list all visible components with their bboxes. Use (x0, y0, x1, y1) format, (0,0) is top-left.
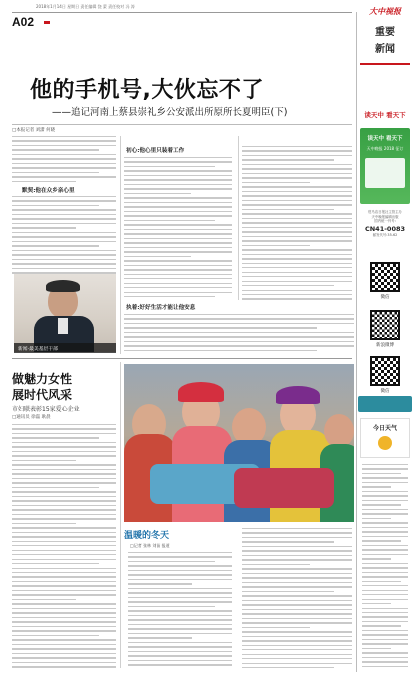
weather-block (360, 418, 410, 458)
children-photo (124, 364, 354, 522)
photo-story-body (128, 552, 232, 668)
headline-rule (12, 124, 352, 125)
section-title-2: 新闻 (375, 44, 395, 55)
second-subhead: 市妇联表彰15家爱心企业 (12, 406, 80, 413)
photo-caption-text: 新闻·最美基层干部 (18, 347, 58, 352)
sidebar-text (362, 464, 408, 668)
logo-block (360, 2, 410, 62)
edition-line: 2018年1月14日 星期日 责任编辑 饶 蒙 责任校对 冯 涛 (36, 4, 135, 9)
lead-body-col1b (12, 196, 116, 274)
section-title-1: 重要 (375, 27, 395, 38)
lead-body-col1 (12, 136, 116, 184)
promo-headline: 读天中 看天下 (367, 136, 403, 142)
issn-line: 国内统一刊号: (374, 219, 396, 224)
teal-banner (358, 396, 412, 412)
lead-body-col2b (124, 314, 354, 354)
lead-section-3: 默契:他在众乡亲心里 (22, 188, 75, 194)
sidebar-vertical-title: 读天中 看天下 (364, 111, 406, 119)
lead-byline: □本报记者 刘潇 何晓 (12, 128, 56, 133)
lead-headline: 他的手机号,大伙忘不了 (30, 78, 264, 103)
lead-body-col2 (124, 157, 232, 297)
lead-body-col3 (242, 146, 352, 300)
second-body (12, 424, 116, 670)
qr-label-3: 微信 (380, 389, 390, 394)
sidebar-red-rule (360, 63, 410, 65)
qr-code-3[interactable] (370, 356, 400, 386)
sidebar-promo (360, 128, 410, 204)
paper-logo: 大中视报 (369, 7, 401, 16)
qr-label-2: 新浪微博 (376, 343, 394, 348)
photo-story-byline: □记者 张林 刘苗 报道 (130, 543, 170, 548)
contact-line-2: 天中晚报编辑出版 (371, 214, 399, 219)
issn-code: CN41-0083 (364, 224, 406, 233)
weather-label: 今日天气 (372, 425, 397, 432)
sidebar-contact (360, 210, 410, 237)
second-headline-1: 做魅力女性 (12, 372, 73, 386)
qr-code-2[interactable] (370, 310, 400, 340)
lead-section-2: 执着:好好生活才能让他安息 (126, 305, 196, 311)
second-byline: □通讯员 徐磊 耿晨 (12, 415, 51, 420)
col-divider-1 (120, 136, 121, 354)
contact-line-1: 驻马店日报社主管主办 (368, 210, 402, 214)
sidebar-divider (356, 12, 357, 672)
lead-section-1: 初心:他心里只装着工作 (126, 148, 185, 154)
second-headline-2: 展时代风采 (12, 388, 73, 402)
postal-line: 邮发代号:35-62 (372, 232, 398, 237)
lead-bottom-rule (12, 358, 352, 359)
col-divider-3 (120, 362, 121, 668)
photo-story-body-2 (242, 528, 352, 668)
qr-label-1: 微信 (380, 295, 390, 300)
officer-photo (14, 274, 116, 352)
photo-caption (14, 343, 116, 353)
page-code: A02 (12, 15, 35, 29)
photo-story-title: 温暖的冬天 (124, 531, 170, 541)
qr-code-1[interactable] (370, 262, 400, 292)
col-divider-2 (238, 136, 239, 300)
promo-subtitle: 天中晚报 2018 征订 (366, 146, 404, 151)
top-rule (12, 12, 352, 13)
section-dot (44, 21, 50, 24)
lead-subheadline: ——追记河南上蔡县崇礼乡公安派出所原所长夏明臣(下) (52, 107, 288, 118)
